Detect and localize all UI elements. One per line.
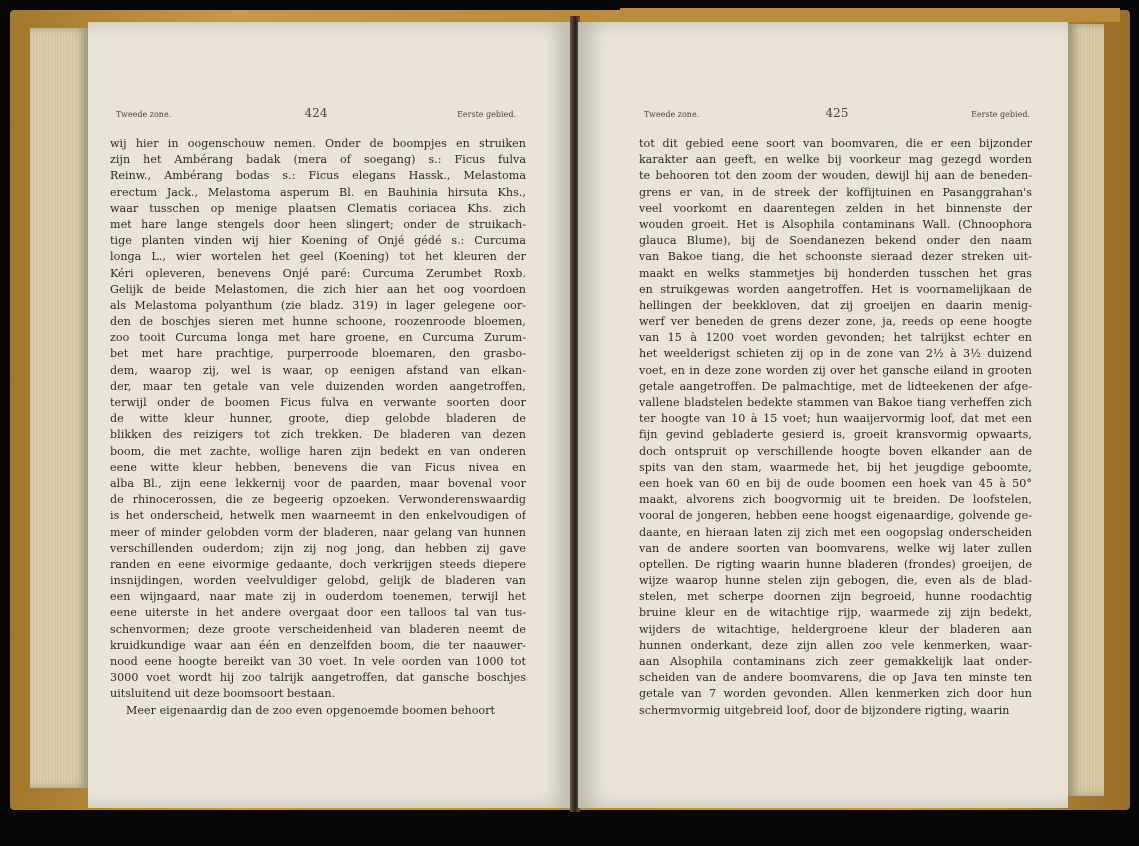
text-line: alba Bl., zijn eene lekkernij voor de paarden, maar bovenal voor [110, 476, 526, 490]
text-line: nood eene hoogte bereikt van 30 voet. In vele oorden van 1000 tot [110, 655, 526, 668]
text-line: hunnen onderkant, deze zijn allen zoo vele kenmerken, waar- [639, 638, 1032, 652]
text-line: maakt, alvorens zich boogvormig uit te breiden. De loofstelen, [639, 493, 1032, 507]
running-head-part: Eerste gebied. [971, 110, 1030, 119]
text-line: Meer eigenaardig dan de zoo even opgenoemde boomen behoort [126, 703, 496, 717]
page-edges-right [1068, 24, 1104, 796]
running-head-part: Eerste gebied. [457, 110, 516, 119]
text-line: zijn het Ambérang badak (mera of soegang) s.: Ficus fulva [110, 153, 526, 167]
text-line: en struikgewas worden aangetroffen. Het is voornamelijkaan de [639, 282, 1032, 296]
text-line: eene uiterste in het andere overgaat door een talloos tal van tus- [110, 606, 526, 620]
text-line: boom, die met zachte, wollige haren zijn bedekt en van onderen [110, 444, 526, 458]
text-line: aan Alsophila contaminans zich zeer gemakkelijk laat onder- [639, 655, 1032, 668]
text-line: insnijdingen, worden veelvuldiger gelobd, gelijk de bladeren van [110, 574, 526, 588]
text-line: bruine kleur en de witachtige rijp, waarmede zij zijn bedekt, [639, 606, 1032, 620]
text-line: verschillenden ouderdom; zijn zij nog jong, dan hebben zij gave [110, 541, 526, 555]
text-line: voet, en in deze zone worden zij over het gansche eiland in grooten [639, 363, 1032, 377]
text-line: zoo tooit Curcuma longa met hare groene, en Curcuma Zurum- [110, 331, 526, 345]
text-line: spits van den stam, waarmede het, bij het jeugdige geboomte, [639, 460, 1032, 474]
right-page [578, 22, 1068, 808]
text-line: de rhinocerossen, die ze begeerig opzoeken. Verwonderenswaardig [110, 493, 526, 507]
page-number: 425 [825, 106, 849, 120]
text-line: werf ver beneden de grens dezer zone, ja, reeds op eene hoogte [639, 315, 1032, 329]
text-line: doch ontspruit op verschillende hoogte boven elkander aan de [639, 444, 1032, 458]
text-line: getale van 7 worden gevonden. Allen kenmerken zich door hun [639, 687, 1032, 701]
text-line: Gelijk de beide Melastomen, die zich hier aan het oog voordoen [110, 282, 526, 296]
text-line: bet met hare prachtige, purperroode bloemaren, den grasbo- [110, 347, 526, 361]
running-head-section: Tweede zone. [644, 110, 700, 119]
text-line: is het onderscheid, hetwelk men waarneemt in den enkelvoudigen of [110, 509, 526, 523]
text-line: als Melastoma polyanthum (zie bladz. 319) in lager gelegene oor- [110, 298, 526, 312]
text-line: waar tusschen op menige plaatsen Clematis coriacea Khs. zich [110, 201, 526, 215]
text-line: maakt en welks stammetjes bij honderden tusschen het gras [639, 266, 1032, 280]
text-line: der, maar ten getale van vele duizenden worden aangetroffen, [110, 379, 526, 393]
text-line: kruidkundige waar aan één en denzelfden boom, die ter naauwer- [110, 638, 526, 652]
text-line: fijn gevind gebladerte gesierd is, groeit kransvormig opwaarts, [639, 428, 1032, 442]
left-page-header [116, 106, 516, 126]
text-line: met hare lange stengels door heen slingert; onder de struikach- [110, 217, 526, 231]
text-line: blikken des reizigers tot zich trekken. De bladeren van dezen [110, 428, 526, 442]
right-page-body-text [639, 136, 1032, 719]
text-line: wouden groeit. Het is Alsophila contaminans Wall. (Chnoophora [639, 217, 1032, 231]
text-line: vallene bladstelen bedekte stammen van Bakoe tiang verheffen zich [639, 396, 1032, 409]
text-line: scheiden van de andere boomvarens, die op Java ten minste ten [639, 671, 1032, 685]
text-line: glauca Blume), bij de Soendanezen bekend onder den naam [639, 234, 1032, 248]
text-line: grens er van, in de streek der koffijtuinen en Pasanggrahan's [639, 185, 1032, 199]
text-line: tot dit gebied eene soort van boomvaren, die er een bijzonder [639, 137, 1032, 150]
running-head-section: Tweede zone. [116, 110, 172, 119]
text-line: Kéri opleveren, benevens Onjé paré: Curcuma Zerumbet Roxb. [110, 266, 526, 280]
book-cover-top-edge [620, 8, 1120, 22]
text-line: hellingen der beekkloven, dat zij groeijen en daarin menig- [639, 298, 1032, 312]
text-line: een wijngaard, naar mate zij in ouderdom toenemen, terwijl het [110, 590, 526, 604]
text-line: van de andere soorten van boomvarens, welke wij later zullen [639, 541, 1032, 555]
text-line: Reinw., Ambérang bodas s.: Ficus elegans Hassk., Melastoma [110, 169, 526, 183]
text-line: erectum Jack., Melastoma asperum Bl. en Bauhinia hirsuta Khs., [110, 185, 526, 199]
text-line: daante, en hieraan laten zij zich met een oogopslag onderscheiden [639, 525, 1032, 539]
text-line: meer of minder gelobden vorm der bladeren, naar gelang van hunnen [110, 525, 526, 539]
text-line: te behooren tot den zoom der wouden, dewijl hij aan de beneden- [639, 169, 1032, 183]
text-line: randen en eene eivormige gedaante, doch verkrijgen steeds diepere [110, 557, 526, 571]
text-line: wijders de witachtige, heldergroene kleur der bladeren aan [639, 622, 1032, 636]
text-line: wijze waarop hunne stelen zijn gebogen, die, even als de blad- [639, 574, 1032, 588]
right-page-header [644, 106, 1030, 126]
text-line: veel voorkomt en daarentegen zelden in het binnenste der [639, 201, 1032, 215]
text-line: den de boschjes sieren met hunne schoone, roozenroode bloemen, [110, 315, 526, 329]
text-line: uitsluitend uit deze boomsoort bestaan. [110, 687, 336, 701]
text-line: wij hier in oogenschouw nemen. Onder de boompjes en struiken [110, 137, 526, 150]
text-line: optellen. De rigting waarin hunne bladeren (frondes) groeijen, de [639, 557, 1032, 571]
text-line: een hoek van 60 en bij de oude boomen een hoek van 45 à 50° [639, 476, 1032, 490]
text-line: getale aangetroffen. De palmachtige, met de lidteekenen der afge- [639, 379, 1032, 393]
left-page-body-text [110, 136, 526, 719]
text-line: schermvormig uitgebreid loof, door de bijzondere rigting, waarin [639, 703, 1010, 717]
text-line: karakter aan geeft, en welke bij voorkeur mag gezegd worden [639, 153, 1032, 167]
text-line: tige planten vinden wij hier Koening of Onjé gédé s.: Curcuma [110, 234, 526, 248]
text-line: schenvormen; deze groote verscheidenheid van bladeren neemt de [110, 622, 526, 636]
text-line: 3000 voet wordt hij zoo talrijk aangetroffen, dat gansche boschjes [110, 671, 526, 685]
text-line: eene witte kleur hebben, benevens die van Ficus nivea en [110, 460, 526, 474]
text-line: de witte kleur hunner, groote, diep gelobde bladeren de [110, 412, 526, 426]
text-line: van 15 à 1200 voet worden gevonden; het talrijkst echter en [639, 331, 1032, 345]
text-line: vooral de jongeren, hebben eene hoogst eigenaardige, golvende ge- [639, 509, 1032, 523]
text-line: stelen, met scherpe doornen zijn begroeid, hunne roodachtig [639, 590, 1032, 604]
text-line: terwijl onder de boomen Ficus fulva en verwante soorten door [110, 396, 526, 409]
text-line: het weelderigst schieten zij op in de zone van 2½ à 3½ duizend [639, 347, 1032, 361]
left-page [88, 22, 572, 808]
text-line: ter hoogte van 10 à 15 voet; hun waaijervormig loof, dat met een [639, 412, 1032, 426]
page-number: 424 [304, 106, 328, 120]
text-line: van Bakoe tiang, die het schoonste sieraad dezer streken uit- [639, 250, 1032, 264]
page-edges-left [30, 28, 88, 788]
text-line: dem, waarop zij, wel is waar, op eenigen afstand van elkan- [110, 363, 526, 377]
text-line: longa L., wier wortelen het geel (Koening) tot het kleuren der [110, 250, 526, 264]
